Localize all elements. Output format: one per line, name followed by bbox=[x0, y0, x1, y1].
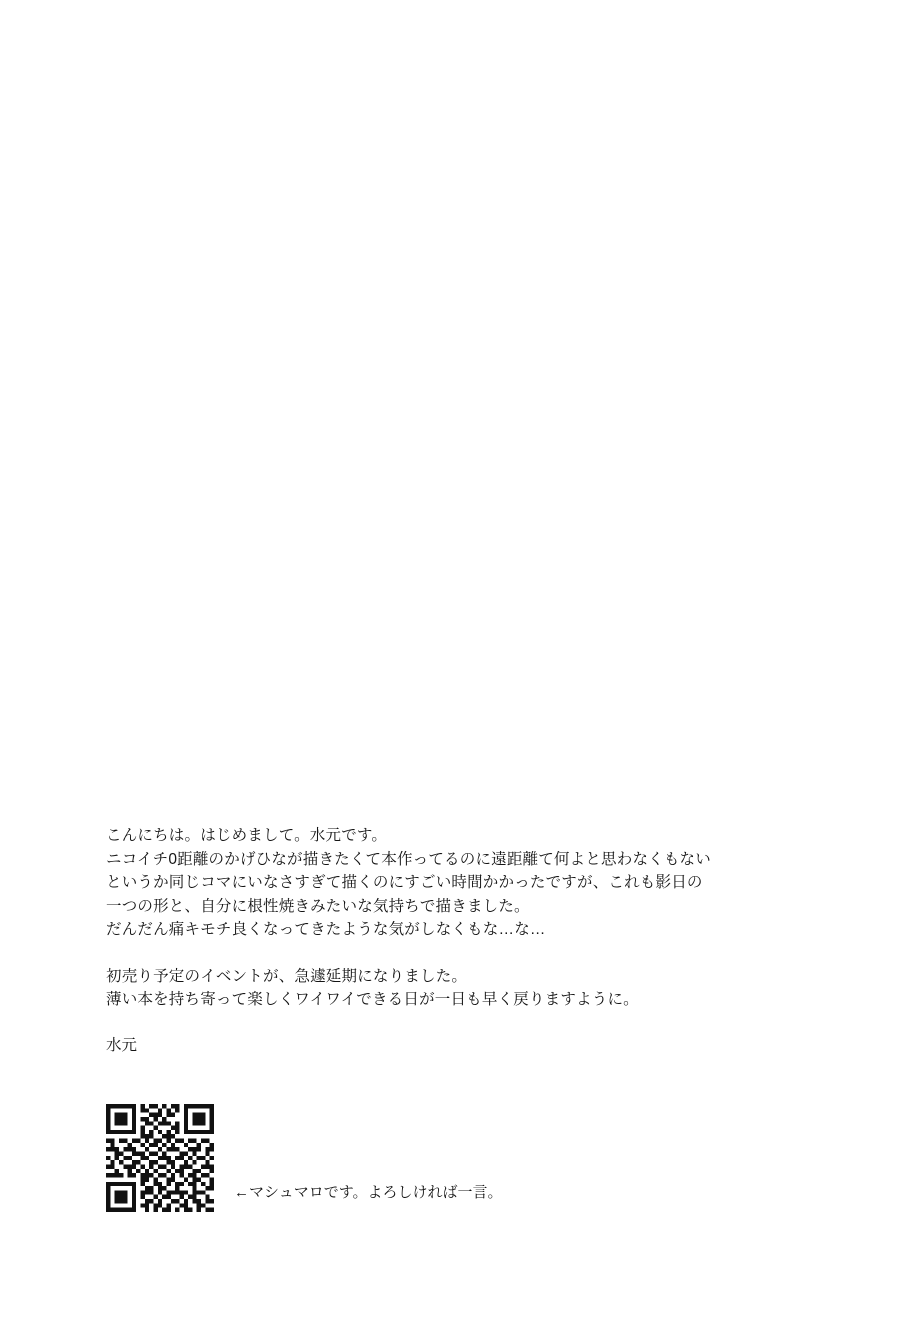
qr-code-image bbox=[106, 1104, 214, 1212]
afterword-paragraph-1-line-2: ニコイチ0距離のかげひなが描きたくて本作ってるのに遠距離て何よと思わなくもない bbox=[106, 850, 711, 868]
qr-code-caption: ←マシュマロです。よろしければ一言。 bbox=[234, 1184, 503, 1201]
afterword-paragraph-2-line-1: 初売り予定のイベントが、急遽延期になりました。 bbox=[106, 967, 468, 985]
afterword-paragraph-1-line-3: というか同じコマにいなさすぎて描くのにすごい時間かかったですが、これも影日の bbox=[106, 874, 703, 891]
afterword-paragraph-1-line-1: こんにちは。はじめまして。水元です。 bbox=[106, 827, 388, 844]
qr-code-section bbox=[106, 1104, 526, 1219]
author-signature: 水元 bbox=[106, 1036, 138, 1054]
signature-spacer bbox=[106, 1012, 826, 1034]
afterword-paragraph-1-line-5: だんだん痛キモチ良くなってきたような気がしなくもな…な… bbox=[106, 921, 546, 938]
afterword-text-block bbox=[106, 824, 826, 1057]
afterword-paragraph-1-line-4: 一つの形と、自分に根性焼きみたいな気持ちで描きました。 bbox=[106, 897, 530, 915]
afterword-paragraph-2-line-2: 薄い本を持ち寄って楽しくワイワイできる日が一日も早く戻りますように。 bbox=[106, 991, 639, 1008]
paragraph-spacer bbox=[106, 942, 826, 965]
